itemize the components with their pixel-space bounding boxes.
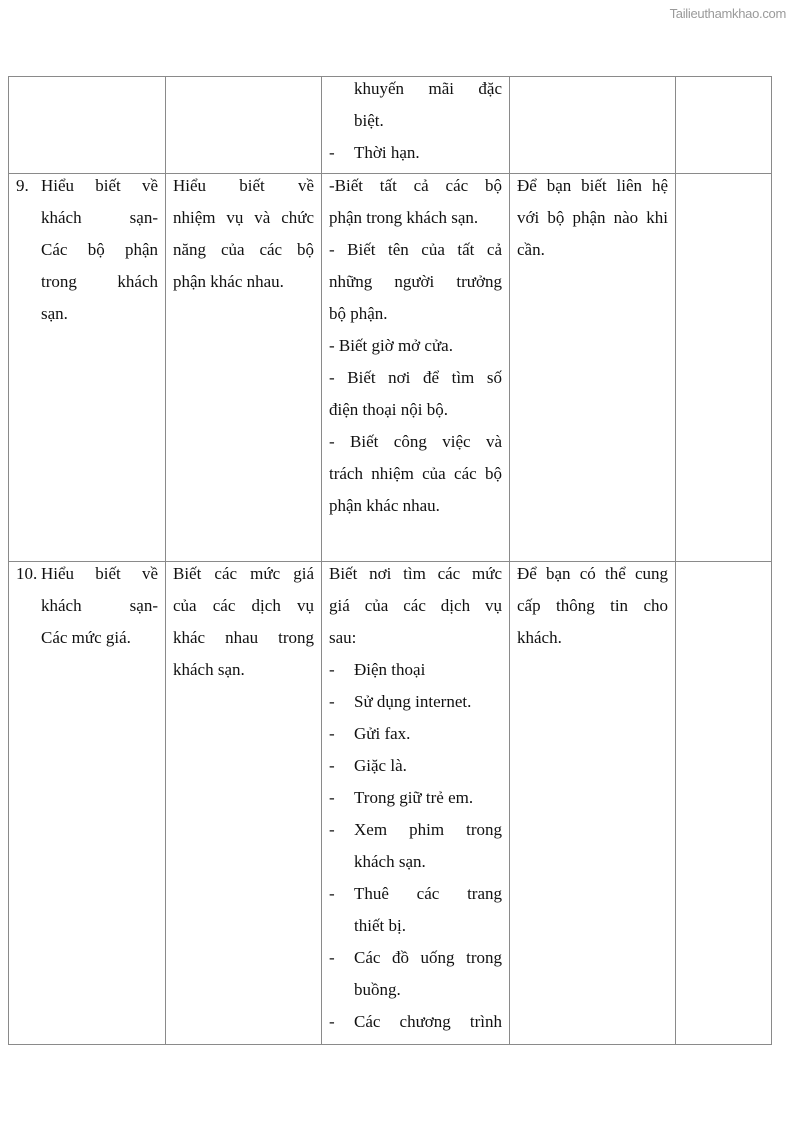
item-marker: - — [329, 820, 335, 839]
item-marker: - — [329, 948, 335, 967]
text-line: Các chương trình — [354, 1012, 502, 1031]
cell-notes — [676, 562, 772, 1045]
text-line: Để bạn biết liên hệ — [517, 176, 668, 195]
text-line: - Biết nơi để tìm số — [329, 368, 502, 387]
cell-topic — [9, 174, 166, 562]
cell-objective — [166, 174, 322, 562]
item-marker: - — [329, 143, 335, 162]
text-line: Xem phim trong — [354, 820, 502, 839]
text-line: thiết bị. — [354, 916, 406, 935]
text-line: khách sạn- — [41, 208, 158, 227]
paragraph — [329, 234, 502, 330]
cell-notes — [676, 174, 772, 562]
cell-objective — [166, 562, 322, 1045]
text-line: Để bạn có thể cung — [517, 564, 668, 583]
list-item — [329, 718, 502, 750]
text-line: giá của các dịch vụ — [329, 596, 502, 615]
cell-reason — [510, 174, 676, 562]
text-line: -Biết tất cả các bộ — [329, 176, 502, 195]
list-item — [329, 686, 502, 718]
paragraph — [329, 170, 502, 234]
text-line: Thuê các trang — [354, 884, 502, 903]
table-row — [9, 174, 772, 562]
list-item — [329, 750, 502, 782]
paragraph — [517, 170, 668, 266]
cell-topic — [9, 562, 166, 1045]
paragraph — [329, 426, 502, 522]
cell-knowledge — [322, 174, 510, 562]
item-marker: - — [329, 788, 335, 807]
paragraph — [329, 362, 502, 426]
numbered-item — [16, 170, 158, 330]
table-row — [9, 77, 772, 174]
text-line: sau: — [329, 628, 357, 647]
paragraph — [329, 330, 502, 362]
text-line: Thời hạn. — [354, 143, 420, 162]
cell-reason — [510, 77, 676, 174]
text-line: với bộ phận nào khi — [517, 208, 668, 227]
item-marker: - — [329, 692, 335, 711]
text-line: phận khác nhau. — [329, 496, 440, 515]
text-line: khách. — [517, 628, 562, 647]
list-item — [329, 942, 502, 1006]
text-line: Các bộ phận — [41, 240, 158, 259]
text-line: Các mức giá. — [41, 628, 131, 647]
content-table — [8, 76, 772, 1045]
text-line: biệt. — [354, 111, 384, 130]
cell-reason — [510, 562, 676, 1045]
text-line: những người trưởng — [329, 272, 502, 291]
text-line: sạn. — [41, 304, 68, 323]
text-line: khách sạn. — [173, 660, 245, 679]
text-line: Biết các mức giá — [173, 564, 314, 583]
text-line: trong khách — [41, 272, 158, 291]
paragraph — [517, 558, 668, 654]
text-line: Biết nơi tìm các mức — [329, 564, 502, 583]
text-line: khách sạn- — [41, 596, 158, 615]
paragraph — [329, 558, 502, 654]
list-item — [329, 1006, 502, 1038]
text-line: Gửi fax. — [354, 724, 411, 743]
text-line: Hiểu biết về — [41, 564, 158, 583]
text-line: khách sạn. — [354, 852, 426, 871]
text-line: Hiểu biết về — [41, 176, 158, 195]
list-item — [329, 878, 502, 942]
text-line: Giặc là. — [354, 756, 407, 775]
text-line: - Biết công việc và — [329, 432, 502, 451]
item-marker: - — [329, 756, 335, 775]
paragraph — [173, 558, 314, 686]
list-item — [329, 137, 502, 169]
text-line: Các đồ uống trong — [354, 948, 502, 967]
watermark: Tailieuthamkhao.com — [669, 6, 786, 21]
item-marker: - — [329, 1012, 335, 1031]
text-line: của các dịch vụ — [173, 596, 314, 615]
list-item — [329, 73, 502, 137]
text-line: cần. — [517, 240, 545, 259]
text-line: buồng. — [354, 980, 401, 999]
text-line: - Biết giờ mở cửa. — [329, 336, 453, 355]
cell-notes — [676, 77, 772, 174]
item-marker: 9. — [16, 176, 29, 195]
numbered-item — [16, 558, 158, 654]
text-line: Trong giữ trẻ em. — [354, 788, 474, 807]
text-line: cấp thông tin cho — [517, 596, 668, 615]
list-item — [329, 782, 502, 814]
cell-topic — [9, 77, 166, 174]
text-line: - Biết tên của tất cả — [329, 240, 502, 259]
item-marker: - — [329, 724, 335, 743]
text-line: năng của các bộ — [173, 240, 314, 259]
text-line: phận trong khách sạn. — [329, 208, 479, 227]
text-line: khuyến mãi đặc — [354, 79, 502, 98]
text-line: bộ phận. — [329, 304, 388, 323]
text-line: Hiểu biết về — [173, 176, 314, 195]
list-item — [329, 814, 502, 878]
text-line: Sử dụng internet. — [354, 692, 472, 711]
cell-knowledge — [322, 562, 510, 1045]
paragraph — [173, 170, 314, 298]
text-line: khác nhau trong — [173, 628, 314, 647]
text-line: trách nhiệm của các bộ — [329, 464, 502, 483]
table-row — [9, 562, 772, 1045]
text-line: phận khác nhau. — [173, 272, 284, 291]
item-marker: - — [329, 660, 335, 679]
text-line: điện thoại nội bộ. — [329, 400, 448, 419]
list-item — [329, 654, 502, 686]
item-marker: - — [329, 884, 335, 903]
text-line: Điện thoại — [354, 660, 426, 679]
text-line: nhiệm vụ và chức — [173, 208, 314, 227]
item-marker: 10. — [16, 564, 38, 583]
cell-knowledge — [322, 77, 510, 174]
cell-objective — [166, 77, 322, 174]
